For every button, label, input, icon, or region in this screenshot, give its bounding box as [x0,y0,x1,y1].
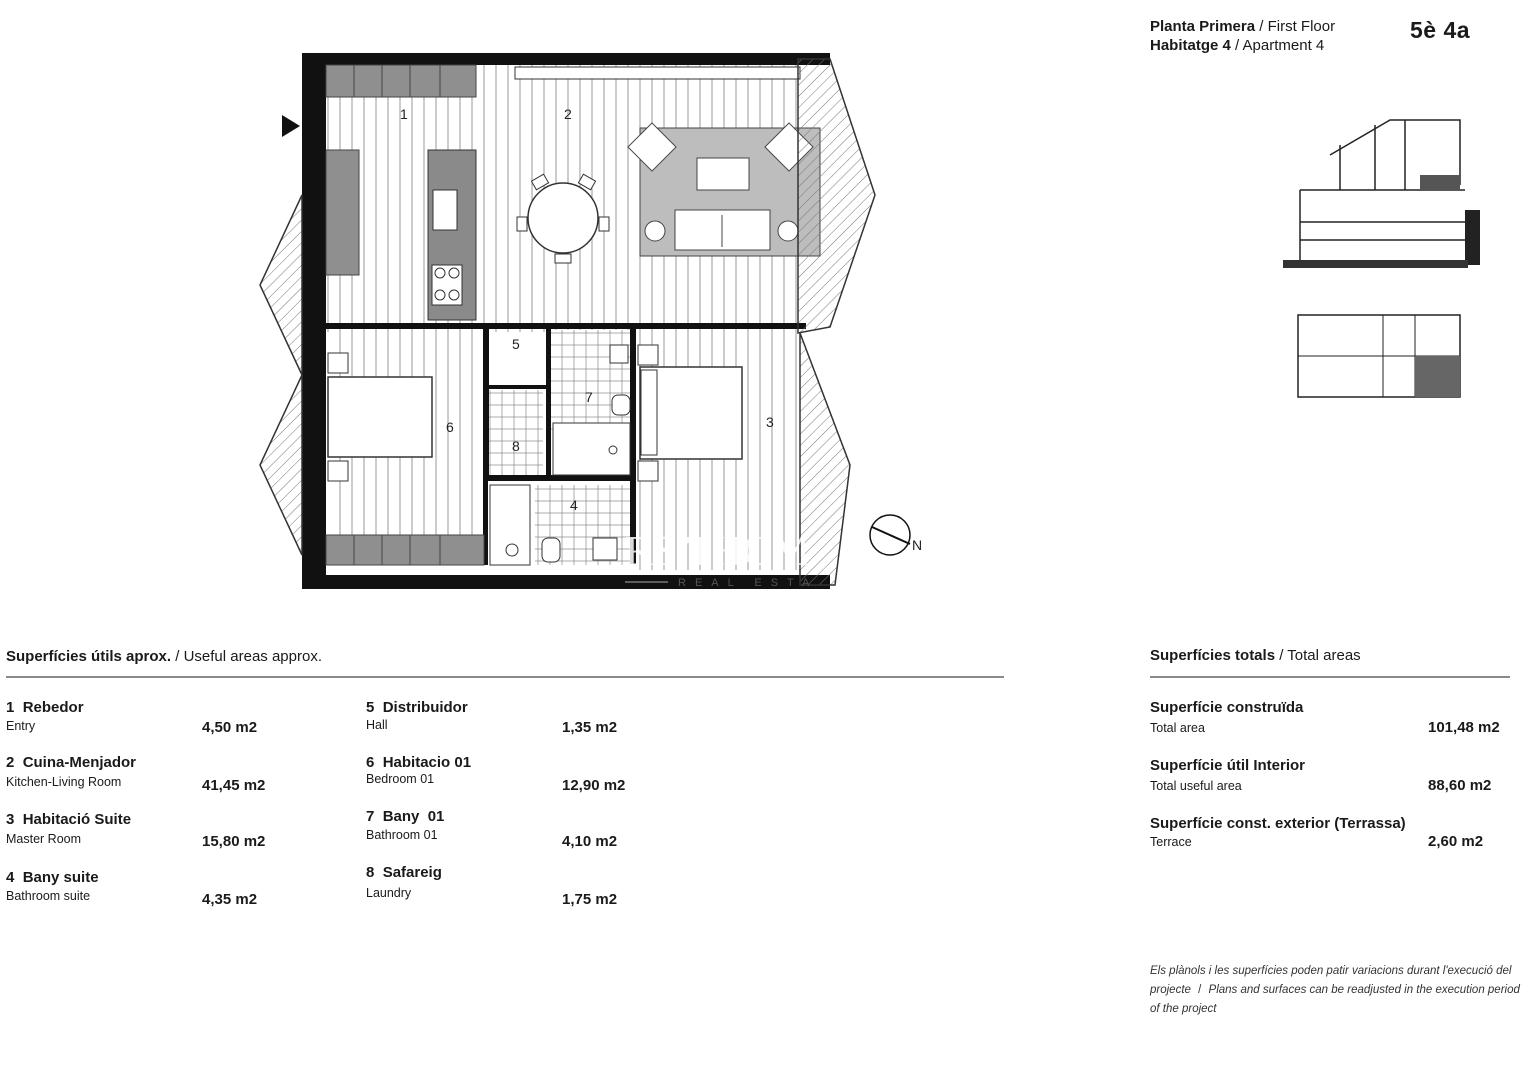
master-bed-pillow [641,370,657,455]
disclaimer-separator: / [1198,984,1202,996]
building-plan-thumbnail [1295,312,1465,402]
room-number-4: 4 [570,497,578,513]
room-number-8: 8 [512,438,520,454]
laundry-tiles [488,390,543,475]
entry-wardrobe [326,150,359,275]
building-elevation-thumbnail [1280,110,1485,275]
north-label: N [912,537,923,553]
unit-code: 5è 4a [1410,17,1471,43]
watermark-sub: REAL ESTA [678,577,819,589]
disclaimer-en: Plans and surfaces can be readjusted in the execution period of the project [1150,984,1520,1015]
useful-areas-title-en: Useful areas approx. [183,648,322,665]
total-areas-title-en: Total areas [1287,647,1361,664]
useful-areas-title: Superfícies útils aprox. / Useful areas approx. [6,648,322,665]
room-number-7: 7 [585,389,593,405]
north-compass [870,515,910,555]
useful-areas-title-ca: Superfícies útils aprox. [6,648,172,665]
apartment-heading: Habitatge 4 / Apartment 4 [1150,37,1325,54]
floor-heading-ca: Planta Primera [1150,18,1256,35]
room-number-3: 3 [766,414,774,430]
kitchen-island [428,150,476,320]
total-areas-title: Superfícies totals / Total areas [1150,647,1361,664]
top-cabinets [326,65,476,97]
floor-heading-en: First Floor [1267,18,1336,35]
living-room-furniture [628,123,820,256]
disclaimer [1150,962,1520,1019]
watermark-main: RS THOM [625,529,810,575]
disclaimer-ca: Els plànols i les superfícies poden patir variacions durant l'execució del projecte [1150,965,1512,996]
bottom-cabinets [326,535,484,565]
room-number-5: 5 [512,336,520,352]
total-areas-divider [1150,676,1510,678]
floor-plan [250,45,930,595]
floor-heading: Planta Primera / First Floor [1150,18,1336,35]
kitchen-shelf [515,67,800,79]
room-number-6: 6 [446,419,454,435]
useful-areas-divider [6,676,1004,678]
apartment-heading-ca: Habitatge 4 [1150,37,1231,54]
room-number-2: 2 [564,106,572,122]
bedroom-01-bed [328,377,432,457]
total-areas-title-ca: Superfícies totals [1150,647,1276,664]
entry-arrow [282,115,300,137]
apartment-heading-en: Apartment 4 [1242,37,1325,54]
room-number-1: 1 [400,106,408,122]
